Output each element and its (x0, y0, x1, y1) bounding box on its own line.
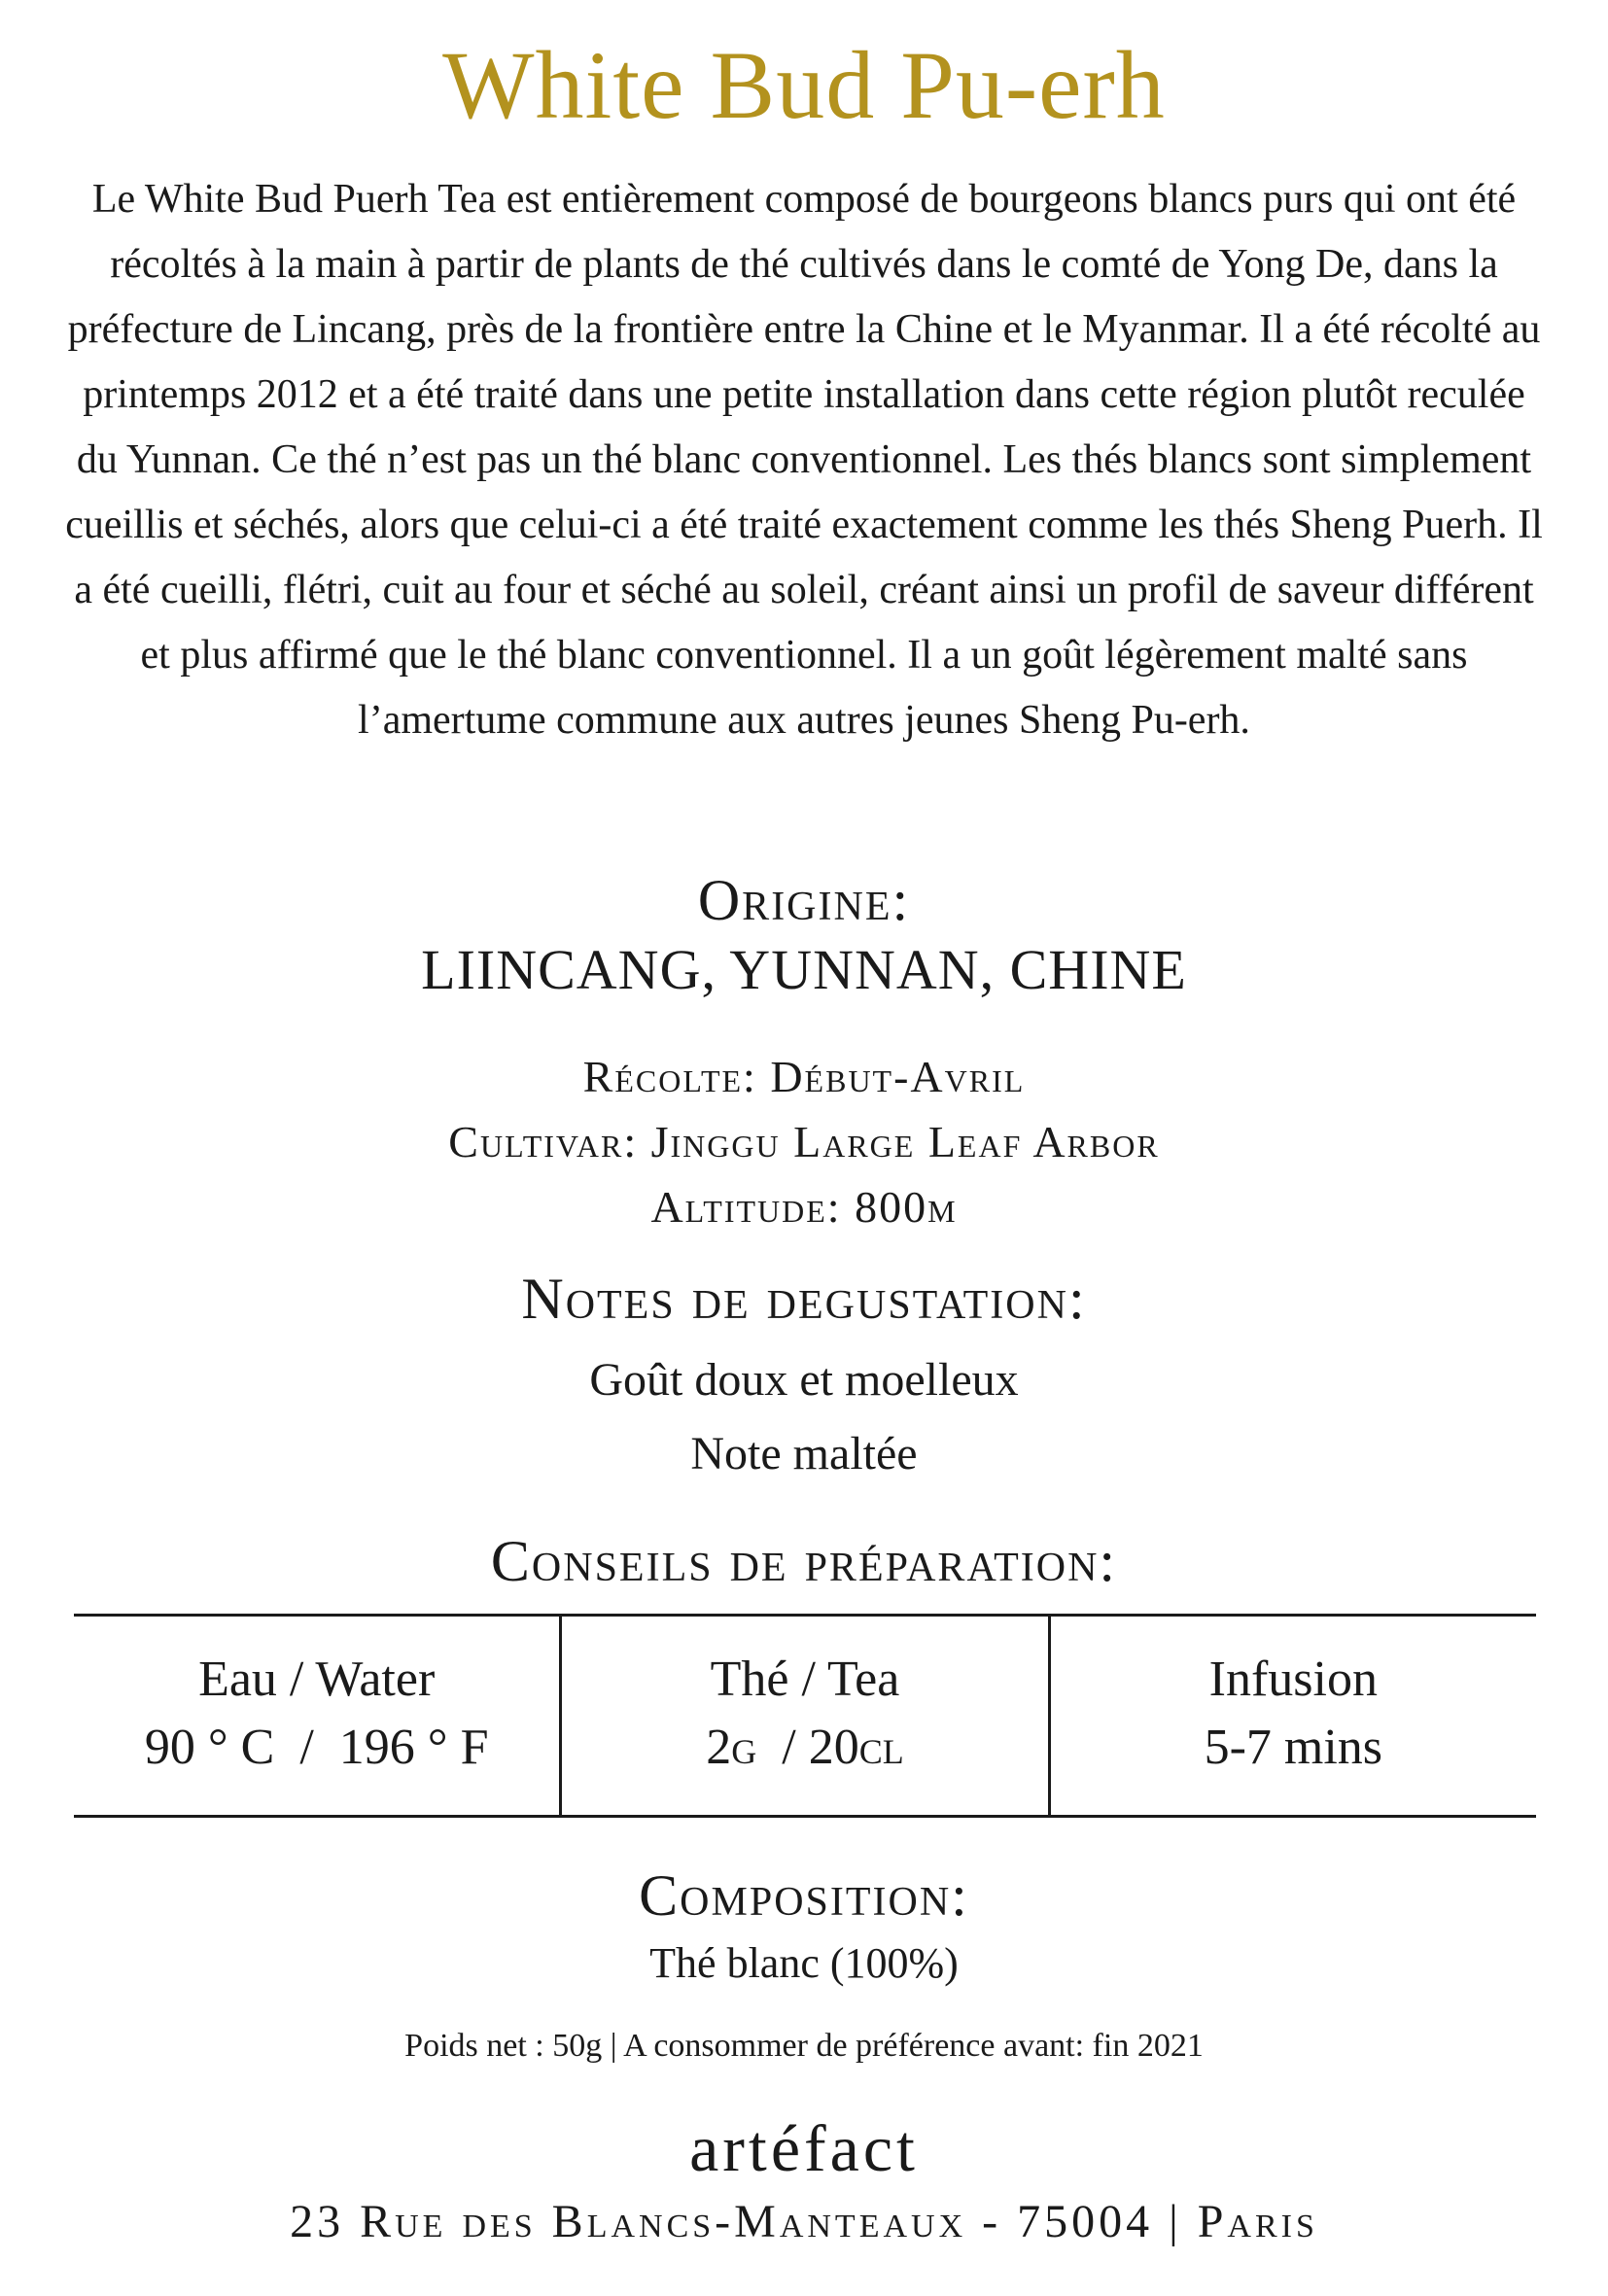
origin-label: Origine: (697, 868, 911, 932)
tasting-note: Goût doux et moelleux (589, 1354, 1019, 1406)
preparation-label: Conseils de préparation: (490, 1529, 1118, 1593)
store-address: 23 Rue des Blancs-Manteaux - 75004 | Paris (290, 2196, 1318, 2247)
origin-value: LIINCANG, YUNNAN, CHINE (421, 938, 1187, 1001)
tasting-notes-label: Notes de degustation: (521, 1267, 1087, 1331)
net-weight-note: Poids net : 50g | A consommer de préférence avant: fin 2021 (404, 2028, 1204, 2064)
altitude-spec: Altitude: 800m (650, 1182, 958, 1232)
prep-value-water: 90 ° C / 196 ° F (144, 1720, 489, 1775)
tasting-note: Note maltée (690, 1428, 918, 1479)
prep-header-water: Eau / Water (198, 1652, 436, 1707)
prep-header-tea: Thé / Tea (710, 1652, 900, 1707)
prep-cell-water (74, 1617, 559, 1815)
prep-cell-infusion (1048, 1617, 1536, 1815)
prep-header-infusion: Infusion (1208, 1652, 1378, 1707)
preparation-table (74, 1614, 1536, 1818)
prep-value-tea: 2g / 20cl (706, 1720, 904, 1775)
specs-block (0, 1044, 1608, 1239)
prep-cell-tea (559, 1617, 1047, 1815)
composition-value: Thé blanc (100%) (649, 1939, 959, 1987)
page-title: White Bud Pu-erh (442, 31, 1166, 139)
tea-description: Le White Bud Puerh Tea est entièrement composé de bourgeons blancs purs qui ont été récoltés à la main à partir de plants de thé cultivés dans le comté de Yong De, dans la préfecture de Lincang, près de la frontière entre la Chine et le Myanmar. Il a été récolté au printemps 2012 et a été traité dans une petite installation dans cette région plutôt reculée du Yunnan. Ce thé n’est pas un thé blanc conventionnel. Les thés blancs sont simplement cueillis et séchés, alors que celui-ci a été traité exactement comme les thés Sheng Puerh. Il a été cueilli, flétri, cuit au four et séché au soleil, créant ainsi un profil de saveur différent et plus affirmé que le thé blanc conventionnel. Il a un goût légèrement malté sans l’amertume commune aux autres jeunes Sheng Pu-erh. (65, 177, 1543, 743)
tasting-notes (0, 1343, 1608, 1491)
cultivar-spec: Cultivar: Jinggu Large Leaf Arbor (448, 1117, 1160, 1166)
prep-value-infusion: 5-7 mins (1204, 1720, 1383, 1775)
harvest-spec: Récolte: Début-Avril (582, 1052, 1026, 1101)
brand-logo-text: artéfact (689, 2111, 919, 2185)
composition-label: Composition: (639, 1863, 969, 1928)
